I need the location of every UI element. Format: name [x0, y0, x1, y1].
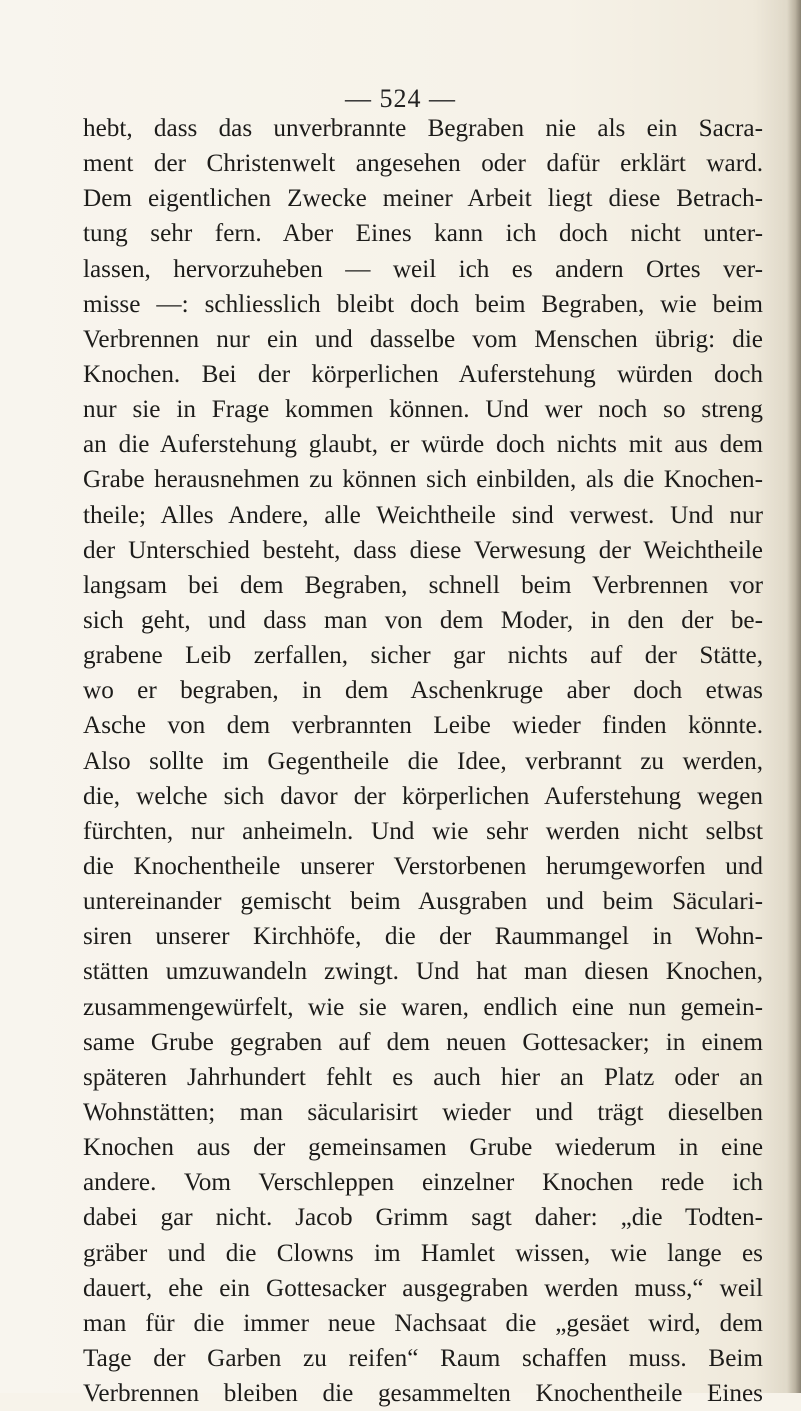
text-line: man für die immer neue Nachsaat die „gesäet wird, dem — [83, 1309, 763, 1337]
text-line: Knochen aus der gemeinsamen Grube wiederum in eine — [83, 1134, 763, 1162]
text-line: zusammengewürfelt, wie sie waren, endlich eine nun gemein- — [83, 993, 763, 1021]
text-line: misse —: schliesslich bleibt doch beim Begraben, wie beim — [83, 290, 763, 318]
text-line: der Unterschied besteht, dass diese Verwesung der Weichtheile — [83, 536, 763, 564]
text-line: wo er begraben, in dem Aschenkruge aber doch etwas — [83, 677, 763, 705]
text-line: hebt, dass das unverbrannte Begraben nie als ein Sacra- — [83, 115, 763, 142]
text-line: untereinander gemischt beim Ausgraben und beim Säculari- — [83, 888, 763, 916]
text-line: gräber und die Clowns im Hamlet wissen, wie lange es — [83, 1239, 763, 1267]
text-line: dauert, ehe ein Gottesacker ausgegraben werden muss,“ weil — [83, 1274, 763, 1302]
text-line: same Grube gegraben auf dem neuen Gottesacker; in einem — [83, 1028, 763, 1056]
text-line: siren unserer Kirchhöfe, die der Raummangel in Wohn- — [83, 923, 763, 951]
text-line: nur sie in Frage kommen können. Und wer noch so streng — [83, 396, 763, 424]
text-line: die Knochentheile unserer Verstorbenen herumgeworfen und — [83, 852, 763, 880]
text-line: dabei gar nicht. Jacob Grimm sagt daher: „die Todten- — [83, 1204, 763, 1232]
text-line: Also sollte im Gegentheile die Idee, verbrannt zu werden, — [83, 747, 763, 775]
text-line: theile; Alles Andere, alle Weichtheile sind verwest. Und nur — [83, 501, 763, 529]
text-line: Verbrennen bleiben die gesammelten Knochentheile Eines — [83, 1380, 763, 1408]
text-line: die, welche sich davor der körperlichen Auferstehung wegen — [83, 782, 763, 810]
text-line: Wohnstätten; man säcularisirt wieder und trägt dieselben — [83, 1098, 763, 1126]
text-line: sich geht, und dass man von dem Moder, in den der be- — [83, 606, 763, 634]
text-line: Verbrennen nur ein und dasselbe vom Menschen übrig: die — [83, 325, 763, 353]
text-line: Knochen. Bei der körperlichen Auferstehung würden doch — [83, 360, 763, 388]
text-line: andere. Vom Verschleppen einzelner Knochen rede ich — [83, 1169, 763, 1197]
text-line: an die Auferstehung glaubt, er würde doch nichts mit aus dem — [83, 431, 763, 459]
text-line: tung sehr fern. Aber Eines kann ich doch nicht unter- — [83, 220, 763, 248]
page-binding-edge — [787, 0, 801, 1393]
text-line: stätten umzuwandeln zwingt. Und hat man diesen Knochen, — [83, 958, 763, 986]
text-line: späteren Jahrhundert fehlt es auch hier an Platz oder an — [83, 1063, 763, 1091]
page-number: — 524 — — [345, 84, 456, 113]
text-line: grabene Leib zerfallen, sicher gar nichts auf der Stätte, — [83, 642, 763, 670]
text-line: fürchten, nur anheimeln. Und wie sehr werden nicht selbst — [83, 817, 763, 845]
text-line: Asche von dem verbrannten Leibe wieder finden könnte. — [83, 712, 763, 740]
text-line: lassen, hervorzuheben — weil ich es andern Ortes ver- — [83, 255, 763, 283]
text-line: Tage der Garben zu reifen“ Raum schaffen muss. Beim — [83, 1344, 763, 1372]
body-text — [83, 111, 763, 1411]
text-line: ment der Christenwelt angesehen oder dafür erklärt ward. — [83, 150, 763, 178]
text-line: Grabe herausnehmen zu können sich einbilden, als die Knochen- — [83, 466, 763, 494]
text-line: langsam bei dem Begraben, schnell beim Verbrennen vor — [83, 571, 763, 599]
text-line: Dem eigentlichen Zwecke meiner Arbeit liegt diese Betrach- — [83, 185, 763, 213]
